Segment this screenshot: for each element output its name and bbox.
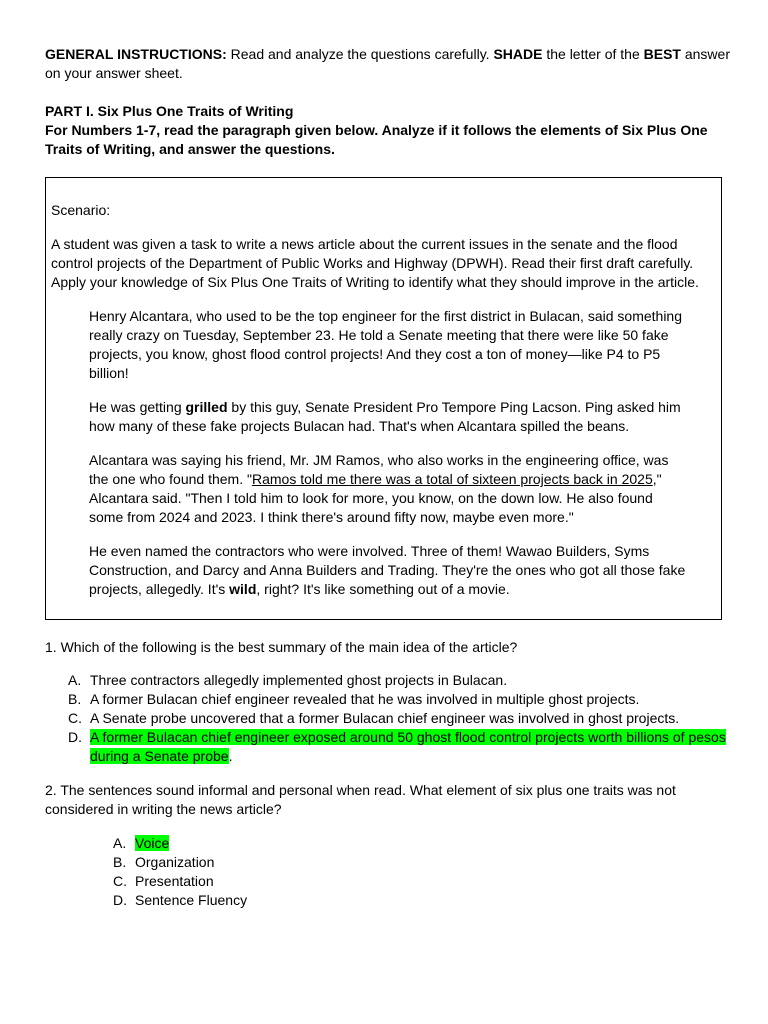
option-text: Three contractors allegedly implemented ghost projects in Bulacan. xyxy=(90,672,508,688)
article-p2-bold: grilled xyxy=(185,399,228,415)
option-text: A Senate probe uncovered that a former Bulacan chief engineer was involved in ghost projects. xyxy=(90,710,680,726)
general-instructions xyxy=(45,45,735,83)
article-p2-text-b: by this guy, Senate President Pro Tempore Ping Lacson. Ping asked him how many of these fake projects Bulacan had. That's when Alcantara spilled the beans. xyxy=(89,399,681,434)
article-p3-underlined-quote: Ramos told me there was a total of sixteen projects back in 2025 xyxy=(251,471,653,487)
instructions-text-3: answer on your answer sheet. xyxy=(45,46,730,81)
option-letter: A. xyxy=(68,672,82,688)
scenario-label: Scenario: xyxy=(51,202,111,218)
article-p4-bold: wild xyxy=(229,581,257,597)
question-2-stem: 2. The sentences sound informal and personal when read. What element of six plus one traits was not considered in writing the news article? xyxy=(45,782,676,817)
option-text-wrap xyxy=(90,728,730,766)
option-letter: D. xyxy=(68,729,82,745)
instructions-best: BEST xyxy=(643,46,681,62)
option-letter: B. xyxy=(113,854,127,870)
option-text: Sentence Fluency xyxy=(135,892,248,908)
article-paragraph-2 xyxy=(89,398,689,436)
option-trailing-period: . xyxy=(228,748,233,764)
article-paragraph-4 xyxy=(89,542,689,599)
scenario-intro: A student was given a task to write a news article about the current issues in the senate and the flood control projects of the Department of Public Works and Highway (DPWH). Read their first draft carefully. Apply your knowledge of Six Plus One Traits of Writing to identify what they should improve in the article. xyxy=(51,236,699,290)
option-letter: A. xyxy=(113,835,127,851)
instructions-text-1: Read and analyze the questions carefully. xyxy=(226,46,494,62)
article-paragraph-3 xyxy=(89,451,689,527)
option-letter: C. xyxy=(113,873,127,889)
instructions-label: GENERAL INSTRUCTIONS: xyxy=(45,46,227,62)
article-p3-text-a: Alcantara was saying his friend, Mr. JM Ramos, who also works in the engineering office, was the one who found them. " xyxy=(89,452,669,487)
option-text: A former Bulacan chief engineer revealed that he was involved in multiple ghost projects. xyxy=(90,691,640,707)
option-letter: D. xyxy=(113,892,127,908)
instructions-shade: SHADE xyxy=(493,46,543,62)
option-text: Presentation xyxy=(135,873,214,889)
highlighted-answer: A former Bulacan chief engineer exposed around 50 ghost flood control projects worth billions of pesos during a Senate probe xyxy=(90,729,726,764)
option-letter: B. xyxy=(68,691,82,707)
question-1-stem: 1. Which of the following is the best summary of the main idea of the article? xyxy=(45,639,518,655)
article-paragraph-1: Henry Alcantara, who used to be the top engineer for the first district in Bulacan, said something really crazy on Tuesday, September 23. He told a Senate meeting that there were like 50 fake projects, you know, ghost flood control projects! And they cost a ton of money—like P4 to P5 billion! xyxy=(89,308,682,381)
instructions-text-2: the letter of the xyxy=(542,46,644,62)
option-text xyxy=(135,834,505,853)
article-p3-text-b: ," Alcantara said. "Then I told him to look for more, you know, on the down low. He also found some from 2024 and 2023. I think there's around fifty now, maybe even more." xyxy=(89,471,662,525)
article-p2-text-a: He was getting xyxy=(89,399,186,415)
part-directions: For Numbers 1-7, read the paragraph given below. Analyze if it follows the elements of Six Plus One Traits of Writing, and answer the questions. xyxy=(45,122,708,157)
article-p4-text-b: , right? It's like something out of a movie. xyxy=(256,581,510,597)
option-letter: C. xyxy=(68,710,82,726)
option-text: Organization xyxy=(135,854,215,870)
part-title: PART I. Six Plus One Traits of Writing xyxy=(45,103,294,119)
highlighted-answer: Voice xyxy=(135,835,170,851)
article-p4-text-a: He even named the contractors who were involved. Three of them! Wawao Builders, Syms Construction, and Darcy and Anna Builders and Trading. They're the ones who got all those fake projects, allegedly. It's xyxy=(89,543,686,597)
